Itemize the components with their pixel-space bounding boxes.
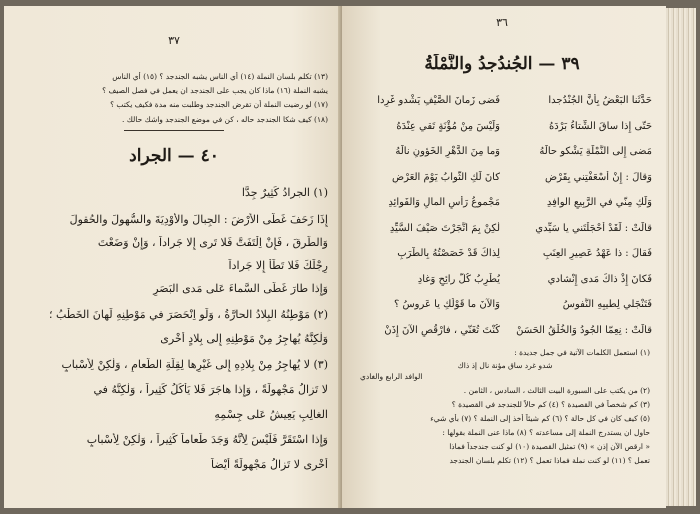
question-line: (١٧) لو رضيت النملة أن تقرض الجندجد وطلبت منه مدة فكيف يكتب ؟ bbox=[110, 100, 328, 109]
exercise-line: حاول ان يستدرج النملة إلى مساعدته ؟ (٨) ماذا عنى النملة بقولها : bbox=[442, 428, 650, 437]
paragraph-line: وَلٰكِنَّهُ يُهاجِرُ مِنْ مَوْطِنِهِ إِلى بِلادٍ أُخْرى bbox=[160, 332, 328, 345]
verse-first-hemistich: فَكانَ إِذْ ذاكَ مَدى إِنْشادي bbox=[547, 273, 652, 285]
separator-rule bbox=[124, 130, 224, 131]
exercise-line: تعمل ؟ (١١) لو كنت نملة فماذا تعمل ؟ (١٢) تكلم بلسان الجندجد bbox=[449, 456, 650, 465]
verse-first-hemistich: قالَتْ : نِعِمّا الجُودُ وَالخُلْقُ الحَسَنْ bbox=[516, 324, 652, 336]
page-number: ٣٦ bbox=[496, 16, 508, 29]
paragraph-line: وَالطُّرقَ ، فَإِنْ اِلْتَفَتَّ فَلا تَرى إِلا جَراداً ، وَإِنْ وَضَعْتَ bbox=[97, 236, 328, 249]
paragraph-line: رِجْلَكَ فَلا تَطَأُ إِلا جَراداً bbox=[228, 259, 328, 272]
verse-first-hemistich: حَدَّثَنا البَعْضُ بِأَنَّ الجُنْدُجدا bbox=[548, 95, 652, 106]
exercise-line: الوافد الرابع والغادي bbox=[360, 372, 423, 381]
paragraph-line: الغالِبِ يَعِيشُ عَلى جِسْمِهِ bbox=[214, 408, 328, 421]
verse-second-hemistich: كانَ لَكِ الثَّوابُ يَوْمَ العَرْضِ bbox=[392, 171, 500, 183]
page-number: ٣٧ bbox=[168, 34, 180, 47]
lesson-title: ٣٩ — الجُندُجدُ والنَّمْلَةُ bbox=[424, 54, 580, 74]
exercise-line: (٥) كيف كان في كل حالة ؟ (٦) كم شيئاً أخذ إلى النملة ؟ (٧) بأي شيء bbox=[430, 414, 650, 423]
paragraph-line: وَإِذا طارَ غَطَّى السَّماءَ عَلى مَدى البَصَرِ bbox=[153, 282, 328, 295]
question-line: يشبه النملة (١٦) ماذا كان يجب على الجندجد ان يعمل في فصل الصيف ؟ bbox=[102, 86, 328, 95]
verse-second-hemistich: فَضى زَمانَ الصَّيْفِ يَشْدو غَرِدا bbox=[377, 95, 500, 106]
question-line: (١٨) كيف شكا الجندجد حاله ، كن في موضع الجندجد واشك حالك . bbox=[121, 115, 328, 124]
paragraph-line: (٣) لا يُهاجِرُ مِنْ بِلادِهِ إِلى غَيْرِها لِقِلَّةِ الطَّعامِ ، وَلٰكِنْ لِأَسْبابٍ bbox=[61, 358, 328, 371]
verse-first-hemistich: فَقالَ : ذا عَهْدُ عَصِيرِ العِنَبِ bbox=[542, 248, 652, 259]
right-page bbox=[342, 6, 666, 508]
exercise-line: (٣) كم شخصاً في القصيدة ؟ (٤) كم حالاً للجندجد في القصيدة ؟ bbox=[451, 400, 650, 409]
verse-second-hemistich: مَجْموعُ رَأْسِ المالِ وَالفَوائِدِ bbox=[388, 197, 500, 208]
verse-second-hemistich: وَلَيْسَ مِنْ مُؤْنَةٍ تَقي عِنْدَهُ bbox=[396, 120, 500, 132]
verse-first-hemistich: حَتّى إِذا ساقَ الشِّتاءُ بَرْدَهُ bbox=[549, 120, 652, 132]
paragraph-line: (١) الجرادُ كَثِيرٌ جِدًّا bbox=[241, 186, 328, 199]
paragraph-line: إِذَا زَحَفَ غَطَّى الأَرْضَ : الجِبالَ والأَوْدِيَةَ والسُّهولَ والحُقولَ bbox=[69, 213, 328, 226]
exercise-line: (١) استعمل الكلمات الآتية في جمل جديدة : bbox=[514, 348, 650, 357]
exercise-line: شدو غرد ساق مؤنة نال إذ ذاك bbox=[457, 361, 553, 370]
verse-first-hemistich: فَتَنْجَلي لِطيبِهِ النُّفوسُ bbox=[562, 299, 652, 310]
paragraph-line: وَإِذا اسْتَقَرَّ فَلَيْسَ لِأَنَّهُ وَجَدَ طَعاماً كَثِيراً ، وَلٰكِنْ لِأَسْبابٍ bbox=[86, 433, 328, 446]
verse-second-hemistich: وَالآنَ ما قَوْلُكِ يا عَروسُ ؟ bbox=[393, 299, 500, 310]
verse-second-hemistich: لٰكِنْ بِمَ اتَّجَرْتَ صَيْفَ السَّيِّدِ bbox=[389, 222, 500, 234]
verse-second-hemistich: لِذاكَ قَدْ خَصَصْتُهُ بِالطَّرَبِ bbox=[397, 248, 500, 259]
exercise-line: (٢) من يكتب على السبورة البيت الثالث ، السادس ، الثامن . bbox=[463, 386, 650, 395]
verse-first-hemistich: قالَتْ : لَقَدْ أَحْجَلْتَني يا سَيِّدي bbox=[535, 222, 652, 234]
paragraph-line: أُخْرى لا تَزالُ مَجْهولَةً أَيْضاً bbox=[211, 458, 328, 471]
verse-second-hemistich: وَما مِنَ الدَّهْرِ الخَؤونِ نالَهُ bbox=[395, 146, 500, 157]
page-edges bbox=[666, 8, 696, 506]
question-line: (١٣) تكلم بلسان النملة (١٤) أي الناس يشبه الجندجد ؟ (١٥) أي الناس bbox=[112, 72, 328, 81]
verse-first-hemistich: مَضى إِلى النَّمْلَةِ يَشْكو حالَهُ bbox=[539, 146, 652, 157]
paragraph-line: لا تَزالُ مَجْهولَةً ، وَإِذا هاجَرَ فَلا يَأْكُلُ كَثِيراً ، وَلٰكِنَّهُ في bbox=[93, 383, 328, 396]
left-page bbox=[4, 6, 342, 508]
verse-first-hemistich: وَقالَ : إِنْ أَسْعَفْتِني بِقَرْضِ bbox=[545, 171, 652, 183]
verse-first-hemistich: وَلَكِ مِنّي في الرَّبِيعِ الوافِدِ bbox=[546, 197, 652, 208]
paragraph-line: (٢) مَوْطِنُهُ البِلادُ الحارَّةُ ، وَلَو اِنْحَصَرَ في مَوْطِنِهِ لَهانَ الخَطْبُ ؛ bbox=[48, 308, 328, 321]
exercise-line: « ارقص الآن إذن » (٩) تمثيل القصيدة (١٠) لو كنت جندجداً فماذا bbox=[449, 442, 650, 451]
verse-second-hemistich: كُنْتَ تُغَنّي ، فارْقُصِ الآنَ إِذَنْ bbox=[384, 324, 500, 336]
lesson-title: ٤٠ — الجراد bbox=[129, 146, 219, 166]
verse-second-hemistich: يُطْرِبُ كُلَّ رائِحٍ وَغادِ bbox=[417, 273, 500, 285]
